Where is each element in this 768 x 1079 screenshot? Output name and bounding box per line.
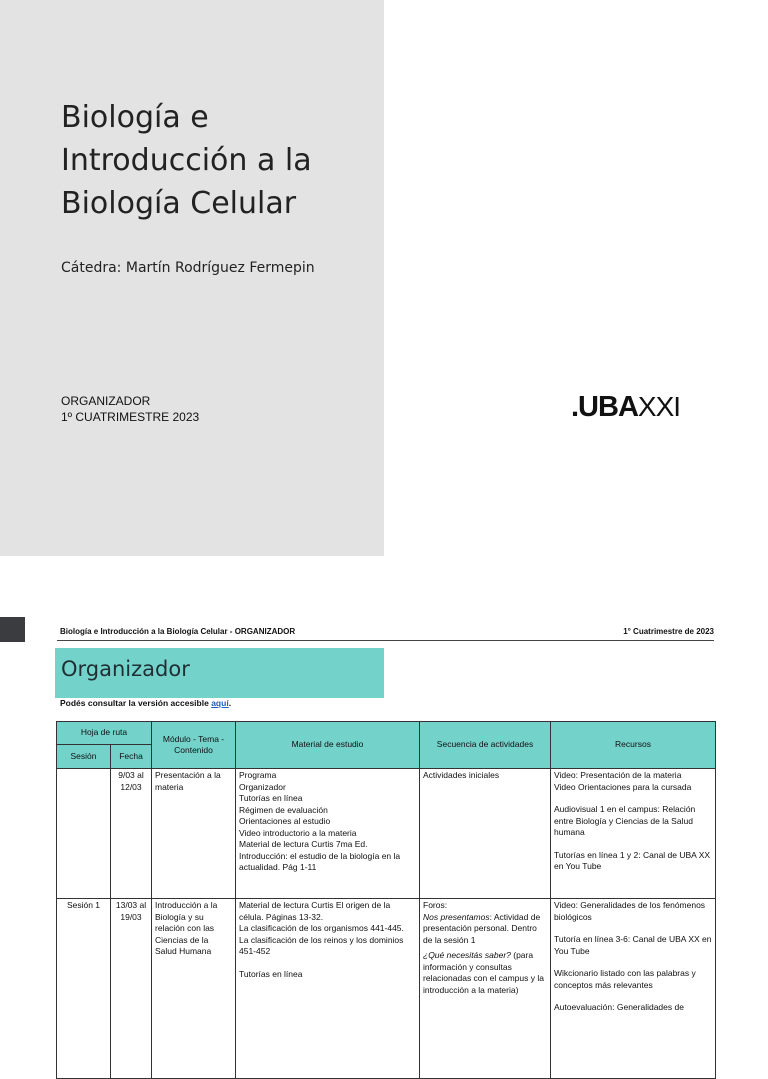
material-line: Programa: [239, 770, 277, 780]
header-secuencia: Secuencia de actividades: [420, 722, 551, 769]
table-row: [57, 769, 716, 899]
header-hoja-de-ruta: Hoja de ruta: [57, 722, 152, 745]
recurso-line: Video Orientaciones para la cursada: [554, 781, 692, 792]
material-spacer: [239, 958, 416, 969]
cell-recursos: [551, 769, 716, 899]
cell-material: [236, 769, 420, 899]
section-title: Organizador: [61, 657, 190, 681]
recurso-line: Video: Presentación de la materia: [554, 770, 682, 780]
logo-bold-text: .UBA: [571, 391, 638, 423]
accessible-version-link[interactable]: aquí: [211, 698, 229, 708]
cell-modulo: Introducción a la Biología y su relación con las Ciencias de la Salud Humana: [152, 899, 236, 1079]
section-title-box: [55, 648, 384, 698]
page-marker-square: [0, 617, 25, 642]
recurso-line: Wikcionario listado con las palabras y conceptos más relevantes: [554, 968, 696, 990]
cell-material: [236, 899, 420, 1079]
accessible-suffix: .: [228, 698, 232, 708]
header-divider: [57, 640, 714, 641]
cover-title-line: Biología e: [61, 100, 209, 135]
secuencia-presentacion: [423, 912, 547, 947]
organizer-table: [56, 721, 716, 1079]
cover-title: [61, 96, 381, 225]
catedra-label: Cátedra:: [61, 260, 122, 276]
recurso-line: Video: Generalidades de los fenómenos biológicos: [554, 900, 706, 922]
cell-sesion: Sesión 1: [57, 899, 111, 1079]
cover-panel: [0, 0, 384, 556]
running-header-right: 1° Cuatrimestre de 2023: [623, 627, 714, 636]
secuencia-consultas: [423, 950, 547, 996]
recurso-line: Autoevaluación: Generalidades de: [554, 1002, 684, 1012]
secuencia-presentacion-text: : Actividad de presentación personal. Dentro de la sesión 1: [423, 911, 541, 945]
cell-fecha: 9/03 al 12/03: [111, 769, 152, 899]
recurso-spacer: [554, 839, 712, 850]
logo-light-text: XXI: [637, 391, 681, 422]
material-line: Introducción: el estudio de la biología en la actualidad. Pág 1-11: [239, 850, 401, 872]
header-recursos: Recursos: [551, 722, 716, 769]
recurso-line: Tutoría en línea 3-6: Canal de UBA XX en You Tube: [554, 934, 712, 956]
cell-secuencia: [420, 899, 551, 1079]
header-fecha: Fecha: [111, 745, 152, 769]
cell-secuencia: Actividades iniciales: [420, 769, 551, 899]
catedra-line: [61, 260, 315, 276]
material-line: Tutorías en línea: [239, 793, 303, 803]
secuencia-consultas-text: (para información y consultas relacionadas con el campus y la introducción a la materia): [423, 950, 544, 995]
recurso-spacer: [554, 923, 712, 934]
material-line: Material de lectura Curtis 7ma Ed.: [239, 839, 368, 849]
table-row: [57, 899, 716, 1079]
material-line: Tutorías en línea: [239, 968, 303, 979]
material-line: Video introductorio a la materia: [239, 827, 357, 838]
secuencia-consultas-title: ¿Qué necesitás saber?: [423, 950, 511, 960]
cell-modulo: Presentación a la materia: [152, 769, 236, 899]
recurso-spacer: [554, 793, 712, 804]
cover-title-line: Biología Celular: [61, 186, 297, 221]
cell-sesion: [57, 769, 111, 899]
accessible-version-note: [60, 698, 231, 708]
running-header-left: Biología e Introducción a la Biología Celular - ORGANIZADOR: [60, 627, 296, 636]
header-sesion: Sesión: [57, 745, 111, 769]
term-label: 1º CUATRIMESTRE 2023: [61, 410, 200, 424]
uba-xxi-logo: [571, 391, 680, 424]
cell-recursos: [551, 899, 716, 1079]
material-line: Orientaciones al estudio: [239, 816, 331, 826]
material-line: Organizador: [239, 781, 286, 792]
header-modulo: Módulo - Tema - Contenido: [152, 722, 236, 769]
recurso-line: Tutorías en línea 1 y 2: Canal de UBA XX en You Tube: [554, 849, 711, 871]
material-line: Material de lectura Curtis El origen de la célula. Páginas 13-32.: [239, 900, 391, 922]
material-line: La clasificación de los reinos y los dominios 451-452: [239, 934, 404, 956]
material-line: La clasificación de los organismos 441-445.: [239, 923, 404, 933]
secuencia-presentacion-title: Nos presentamos: [423, 911, 490, 922]
catedra-name: Martín Rodríguez Fermepin: [125, 260, 315, 276]
accessible-prefix: Podés consultar la versión accesible: [60, 698, 209, 708]
header-material: Material de estudio: [236, 722, 420, 769]
cover-title-line: Introducción a la: [61, 143, 312, 178]
organizer-label: ORGANIZADOR: [61, 394, 151, 408]
material-line: Régimen de evaluación: [239, 804, 328, 815]
recurso-line: Audiovisual 1 en el campus: Relación entre Biología y Ciencias de la Salud humana: [554, 804, 696, 837]
organizer-info: [61, 393, 199, 425]
secuencia-foros: Foros:: [423, 900, 448, 910]
cell-fecha: 13/03 al 19/03: [111, 899, 152, 1079]
recurso-spacer: [554, 957, 712, 968]
recurso-spacer: [554, 991, 712, 1002]
